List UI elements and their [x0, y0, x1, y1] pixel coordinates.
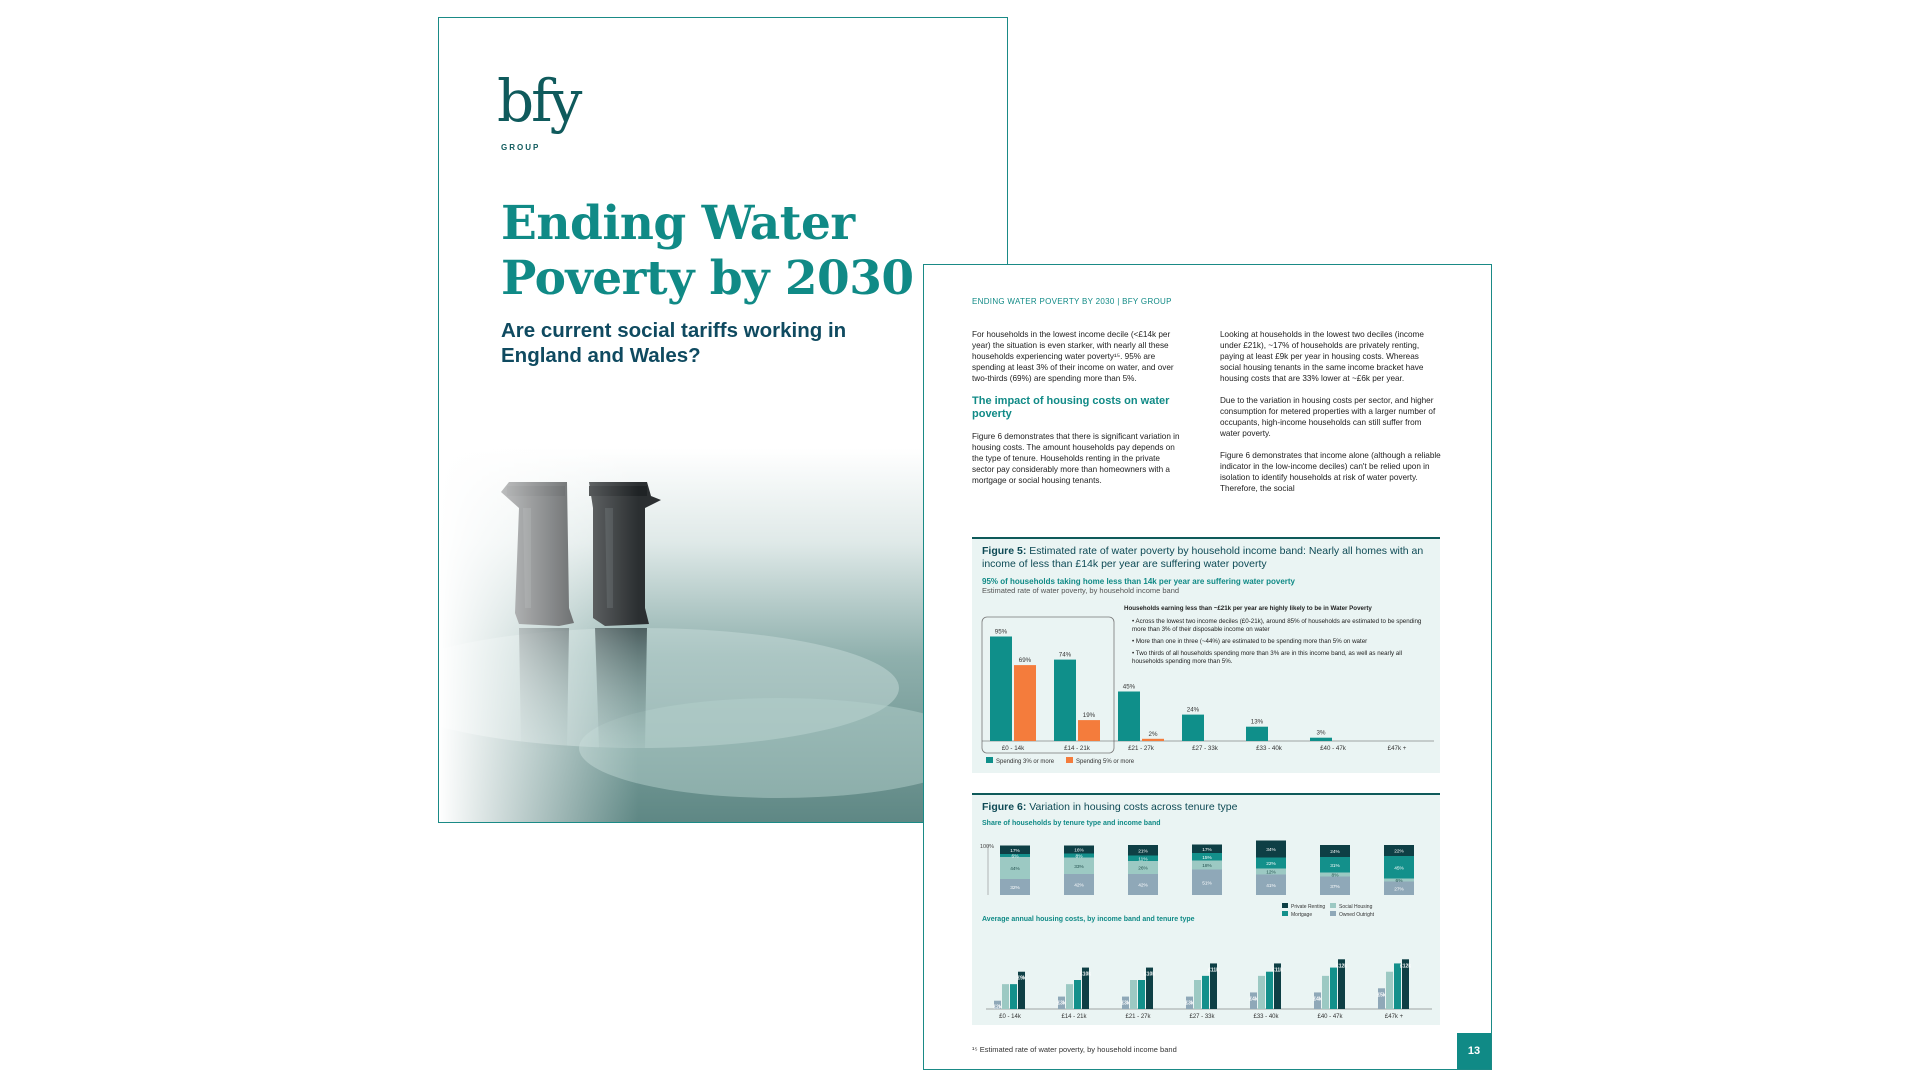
callout-bullet-2: • More than one in three (~44%) are estimated to be spending more than 5% on water	[1132, 638, 1368, 645]
callout-bullet-1-text: Across the lowest two income deciles (£0-21k), around 85% of households are estimated to be spending more than 3% of their disposable income on water	[1132, 618, 1422, 633]
bar-data-label: £5k	[1377, 992, 1386, 999]
bar-social-housing	[1130, 980, 1137, 1009]
segment-data-label: 37%	[1330, 884, 1340, 890]
legend-label: Mortgage	[1291, 912, 1313, 918]
segment-data-label: 8%	[1331, 873, 1339, 879]
bar-data-label: 69%	[1018, 657, 1032, 665]
bar-social-housing	[1258, 976, 1265, 1009]
segment-data-label: 41%	[1266, 883, 1276, 889]
legend-swatch-orange	[1066, 757, 1073, 763]
bar-mortgage	[1266, 972, 1273, 1009]
left-paragraph-2: Figure 6 demonstrates that there is significant variation in housing costs. The amount households pay depends on the type of tenure. Households renting in the private sector pay considerably more than homeowners with a mortgage or social housing tenants.	[972, 432, 1180, 485]
callout-bullet-1: • Across the lowest two income deciles (£0-21k), around 85% of households are estimated to be spending more than 3% of their disposable income on water	[1132, 618, 1422, 633]
segment-data-label: 32%	[1010, 886, 1020, 891]
bar-mortgage	[1202, 976, 1209, 1009]
figure-6-sub-a: Share of households by tenure type and income band	[982, 820, 1161, 827]
bar-data-label: £2k	[993, 1004, 1002, 1011]
figure-5	[972, 537, 1440, 773]
segment-data-label: 18%	[1202, 864, 1212, 869]
bar-social-housing	[1194, 980, 1201, 1009]
legend-label: Social Housing	[1339, 904, 1373, 910]
bar-social-housing	[1322, 976, 1329, 1009]
figure-5-title-text: Estimated rate of water poverty by household income band: Nearly all homes with an income of less than £14k per year are suffering water poverty	[982, 545, 1424, 570]
bar-social-housing	[1386, 972, 1393, 1009]
bar-data-label: £4k	[1313, 996, 1322, 1003]
segment-data-label: 45%	[1394, 866, 1404, 872]
segment-data-label: 8%	[1075, 854, 1083, 860]
segment-data-label: 27%	[1394, 887, 1404, 893]
segment-data-label: 6%	[1395, 879, 1403, 884]
segment-data-label: 15%	[1202, 855, 1212, 861]
segment-data-label: 21%	[1138, 849, 1148, 855]
figure-5-callout	[1124, 605, 1424, 666]
footnote: ¹⁵ Estimated rate of water poverty, by household income band	[972, 1045, 1177, 1054]
bar-spending-3pct	[1182, 715, 1204, 741]
x-tick-label: £33 - 40k	[1253, 1014, 1279, 1020]
x-tick-label: £0 - 14k	[999, 1014, 1021, 1020]
bar-mortgage	[1010, 984, 1017, 1009]
legend-swatch	[1330, 903, 1336, 908]
bar-spending-3pct	[1246, 727, 1268, 741]
bar-data-label: £4k	[1249, 996, 1258, 1003]
figure-5-label: Figure 5:	[982, 545, 1027, 557]
x-tick-label: £21 - 27k	[1128, 745, 1154, 752]
bar-mortgage	[1074, 980, 1081, 1009]
page-number: 13	[1457, 1033, 1491, 1069]
right-paragraph-3: Figure 6 demonstrates that income alone (although a reliable indicator in the low-income deciles) can't be relied upon in isolation to identify households at risk of water poverty. Therefore, the social	[1220, 451, 1441, 493]
bar-data-label: 2%	[1148, 730, 1158, 738]
x-tick-label: £33 - 40k	[1256, 745, 1282, 752]
segment-data-label: 6%	[1011, 854, 1019, 860]
segment-data-label: 42%	[1074, 883, 1084, 889]
bar-data-label: 95%	[994, 628, 1008, 636]
legend-label: Owned Outright	[1339, 912, 1375, 918]
cover-title-line2: Poverty by 2030	[501, 251, 914, 306]
callout-title: Households earning less than ~£21k per year are highly likely to be in Water Poverty	[1124, 605, 1372, 612]
figure-6-title	[972, 795, 1440, 814]
bar-data-label: 45%	[1122, 683, 1136, 691]
figure-6	[972, 793, 1440, 1025]
figure-6-title-text: Variation in housing costs across tenure type	[1029, 801, 1238, 813]
bfy-logo	[497, 66, 607, 166]
bar-mortgage	[1138, 980, 1145, 1009]
bar-data-label: £3k	[1185, 1000, 1194, 1007]
segment-data-label: 22%	[1394, 849, 1404, 855]
figure-5-subtitle-2: Estimated rate of water poverty, by household income band	[982, 586, 1180, 595]
bar-social-housing	[1002, 984, 1009, 1009]
legend-swatch-teal	[986, 757, 993, 763]
legend-label: Spending 3% or more	[996, 759, 1055, 765]
x-tick-label: £47k +	[1384, 1014, 1404, 1020]
segment-data-label: 24%	[1330, 850, 1340, 855]
segment-data-label: 42%	[1138, 883, 1148, 889]
segment-data-label: 12%	[1266, 870, 1276, 876]
running-header: ENDING WATER POVERTY BY 2030 | BFY GROUP	[972, 297, 1172, 306]
segment-data-label: 44%	[1010, 867, 1020, 872]
bar-data-label: £12k	[1335, 963, 1348, 970]
segment-data-label: 26%	[1138, 866, 1148, 872]
segment-data-label: 31%	[1330, 863, 1340, 869]
legend-label: Private Renting	[1291, 904, 1326, 910]
segment-data-label: 22%	[1266, 862, 1276, 867]
x-tick-label: £40 - 47k	[1320, 745, 1346, 752]
bar-spending-3pct	[1310, 738, 1332, 741]
x-tick-label: £40 - 47k	[1317, 1014, 1343, 1020]
cover-title	[501, 196, 971, 306]
cover-title-line1: Ending Water	[501, 196, 855, 251]
x-tick-label: £14 - 21k	[1064, 745, 1090, 752]
callout-bullet-3-text: Two thirds of all households spending more than 3% are in this income band, as well as nearly all households spending more than 5%.	[1132, 650, 1402, 665]
y-axis-max-label: 100%	[980, 844, 995, 850]
logo-group-text: GROUP	[501, 143, 541, 152]
bar-spending-5pct	[1078, 720, 1100, 741]
left-paragraph-1: For households in the lowest income decile (<£14k per year) the situation is even starker, with nearly all these households experiencing water poverty¹⁵. 95% are spending at least 3% of their income on water, and over two-thirds (69%) are spending more than 5%.	[972, 330, 1174, 383]
legend-swatch	[1330, 911, 1336, 916]
bar-data-label: 24%	[1186, 706, 1200, 714]
legend-swatch	[1282, 911, 1288, 916]
segment-data-label: 17%	[1010, 848, 1020, 854]
figure-5-title	[972, 539, 1440, 571]
bar-spending-3pct	[990, 637, 1012, 742]
bar-data-label: 13%	[1250, 718, 1264, 726]
legend-swatch	[1282, 903, 1288, 908]
callout-bullet-2-text: More than one in three (~44%) are estimated to be spending more than 5% on water	[1135, 638, 1368, 645]
bar-spending-5pct	[1014, 665, 1036, 741]
figure-6-charts	[972, 825, 1440, 1027]
segment-data-label: 11%	[1138, 857, 1148, 863]
bar-data-label: £3k	[1057, 1000, 1066, 1007]
bar-data-label: £9k	[1017, 975, 1026, 982]
section-heading: The impact of housing costs on water poverty	[972, 395, 1170, 420]
segment-data-label: 16%	[1074, 848, 1084, 854]
bar-data-label: 3%	[1316, 729, 1326, 737]
bar-mortgage	[1394, 963, 1401, 1009]
x-tick-label: £27 - 33k	[1192, 745, 1218, 752]
report-inner-page	[923, 264, 1492, 1070]
x-tick-label: £14 - 21k	[1061, 1014, 1087, 1020]
x-tick-label: £27 - 33k	[1189, 1014, 1215, 1020]
bar-data-label: £10k	[1143, 971, 1156, 978]
bar-social-housing	[1066, 984, 1073, 1009]
right-paragraph-1: Looking at households in the lowest two deciles (income under £21k), ~17% of households are privately renting, paying at least £9k per year in housing costs. Whereas social housing tenants in the same income bracket have housing costs that are 33% lower at ~£6k per year.	[1220, 330, 1424, 383]
legend-label: Spending 5% or more	[1076, 759, 1135, 765]
cover-subtitle: Are current social tariffs working in England and Wales?	[501, 319, 847, 367]
segment-data-label: 51%	[1202, 881, 1212, 887]
segment-data-label: 33%	[1074, 864, 1084, 870]
x-tick-label: £47k +	[1387, 745, 1407, 752]
figure-6-sub-b: Average annual housing costs, by income band and tenure type	[982, 916, 1195, 923]
bar-data-label: £3k	[1121, 1000, 1130, 1007]
bar-data-label: £11k	[1272, 967, 1283, 974]
bar-data-label: £11k	[1208, 967, 1219, 974]
right-paragraph-2: Due to the variation in housing costs per sector, and higher consumption for metered properties with a larger number of occupants, high-income households can still suffer from water poverty.	[1220, 396, 1436, 438]
callout-bullet-3: • Two thirds of all households spending more than 3% are in this income band, as well as nearly all households spending more than 5%.	[1132, 650, 1402, 665]
bar-data-label: 74%	[1058, 651, 1072, 659]
bar-data-label: £10k	[1079, 971, 1092, 978]
figure-6-label: Figure 6:	[982, 801, 1027, 813]
figure-5-subtitle: 95% of households taking home less than 14k per year are suffering water poverty	[982, 577, 1295, 586]
segment-data-label: 34%	[1266, 848, 1276, 853]
bar-data-label: £12k	[1399, 963, 1412, 970]
bar-spending-5pct	[1142, 739, 1164, 741]
left-column	[972, 329, 1180, 497]
right-column	[1220, 329, 1442, 505]
x-tick-label: £0 - 14k	[1001, 745, 1025, 752]
x-tick-label: £21 - 27k	[1125, 1014, 1151, 1020]
bar-spending-3pct	[1118, 692, 1140, 742]
segment-data-label: 17%	[1202, 847, 1212, 853]
logo-wordmark: bfy	[497, 67, 580, 135]
bar-spending-3pct	[1054, 660, 1076, 741]
bar-mortgage	[1330, 968, 1337, 1009]
bar-data-label: 19%	[1082, 712, 1096, 720]
